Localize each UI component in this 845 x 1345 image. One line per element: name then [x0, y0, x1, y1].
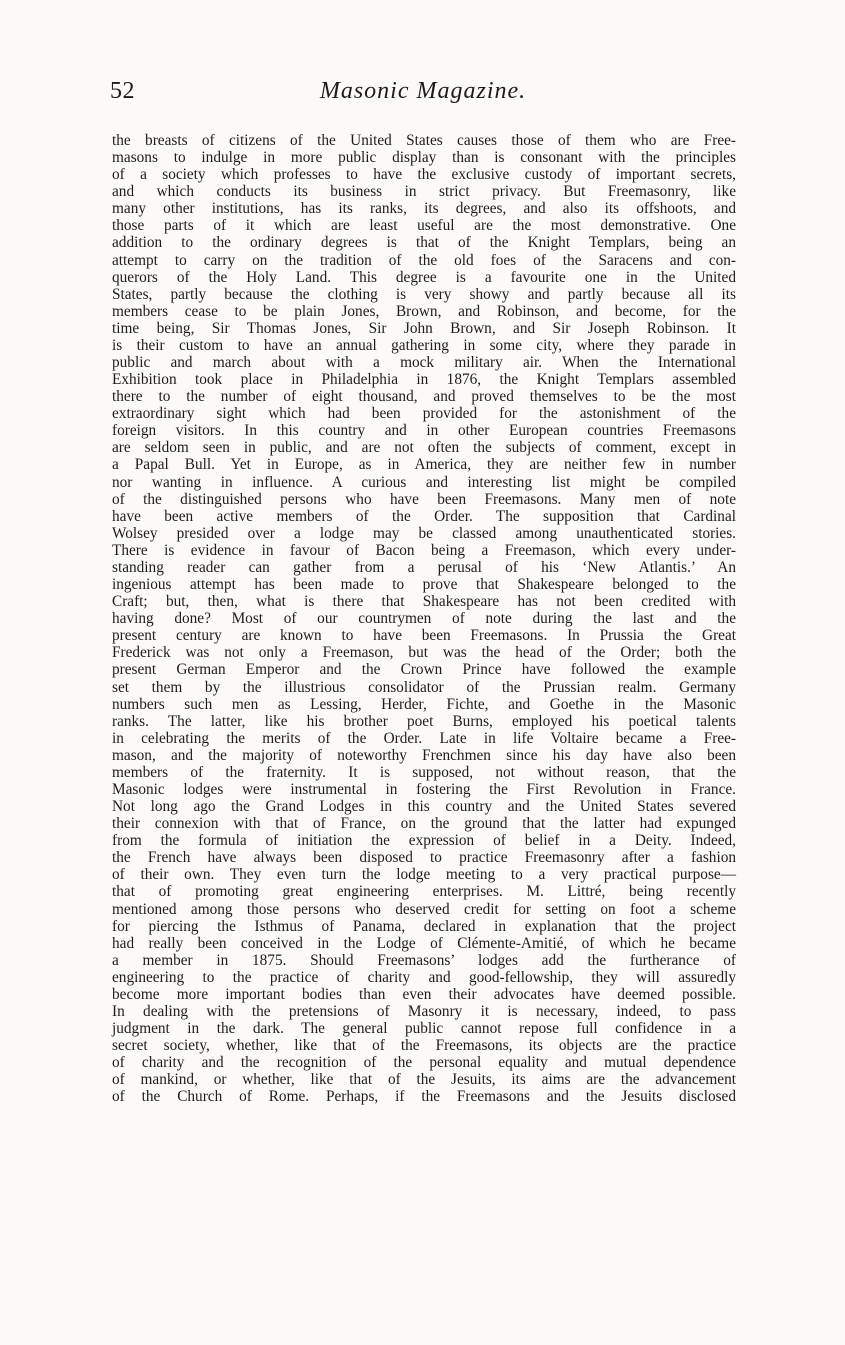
text-line: querors of the Holy Land. This degree is a favourite one in the United	[112, 268, 736, 286]
text-line: for piercing the Isthmus of Panama, declared in explanation that the project	[112, 917, 736, 935]
text-line: that of promoting great engineering enterprises. M. Littré, being recently	[112, 883, 736, 901]
text-line: present century are known to have been Freemasons. In Prussia the Great	[112, 627, 736, 645]
text-line: of mankind, or whether, like that of the Jesuits, its aims are the advancement	[112, 1071, 736, 1089]
text-line: standing reader can gather from a perusal of his ‘New Atlantis.’ An	[112, 558, 736, 576]
text-line: a Papal Bull. Yet in Europe, as in America, they are neither few in number	[112, 456, 736, 474]
text-line: the French have always been disposed to practice Freemasonry after a fashion	[112, 849, 736, 867]
text-line: had really been conceived in the Lodge of Clémente-Amitié, of which he became	[112, 934, 736, 952]
text-line: is their custom to have an annual gathering in some city, where they parade in	[112, 336, 736, 354]
text-line: become more important bodies than even their advocates have deemed possible.	[112, 985, 736, 1003]
running-head	[110, 76, 736, 116]
text-line: attempt to carry on the tradition of the old foes of the Saracens and con-	[112, 251, 736, 269]
page-number: 52	[110, 78, 135, 104]
text-line: there to the number of eight thousand, and proved themselves to be the most	[112, 388, 736, 406]
text-line: of the distinguished persons who have been Freemasons. Many men of note	[112, 490, 736, 508]
text-line: in celebrating the merits of the Order. Late in life Voltaire became a Free-	[112, 729, 736, 747]
text-line: mentioned among those persons who deserved credit for setting on foot a scheme	[112, 900, 736, 918]
text-line: the breasts of citizens of the United States causes those of them who are Free-	[112, 132, 736, 149]
text-line: Exhibition took place in Philadelphia in 1876, the Knight Templars assembled	[112, 371, 736, 389]
text-line: of a society which professes to have the exclusive custody of important secrets,	[112, 166, 736, 184]
text-line: masons to indulge in more public display than is consonant with the principles	[112, 149, 736, 167]
text-line: Wolsey presided over a lodge may be classed among unauthenticated stories.	[112, 524, 736, 542]
text-line: There is evidence in favour of Bacon being a Freemason, which every under-	[112, 541, 736, 559]
text-line: members cease to be plain Jones, Brown, and Robinson, and become, for the	[112, 302, 736, 320]
text-line: are seldom seen in public, and are not often the subjects of comment, except in	[112, 439, 736, 457]
text-line: Frederick was not only a Freemason, but was the head of the Order; both the	[112, 644, 736, 662]
text-line: present German Emperor and the Crown Prince have followed the example	[112, 661, 736, 679]
text-line: those parts of it which are least useful are the most demonstrative. One	[112, 217, 736, 235]
text-line: of the Church of Rome. Perhaps, if the Freemasons and the Jesuits disclosed	[112, 1088, 736, 1106]
text-line: their connexion with that of France, on the ground that the latter had expunged	[112, 815, 736, 833]
text-line: public and march about with a mock military air. When the International	[112, 354, 736, 372]
text-line: members of the fraternity. It is supposed, not without reason, that the	[112, 763, 736, 781]
running-title: Masonic Magazine.	[319, 78, 527, 104]
text-line: mason, and the majority of noteworthy Frenchmen since his day have also been	[112, 746, 736, 764]
text-line: judgment in the dark. The general public cannot repose full confidence in a	[112, 1020, 736, 1038]
text-line: a member in 1875. Should Freemasons’ lodges add the furtherance of	[112, 951, 736, 969]
text-line: engineering to the practice of charity and good-fellowship, they will assuredly	[112, 968, 736, 986]
text-line: addition to the ordinary degrees is that of the Knight Templars, being an	[112, 234, 736, 252]
text-line: have been active members of the Order. The supposition that Cardinal	[112, 507, 736, 525]
text-line: States, partly because the clothing is very showy and partly because all its	[112, 285, 736, 303]
text-line: and which conducts its business in strict privacy. But Freemasonry, like	[112, 183, 736, 201]
text-line: nor wanting in influence. A curious and interesting list might be compiled	[112, 473, 736, 491]
text-line: secret society, whether, like that of the Freemasons, its objects are the practice	[112, 1037, 736, 1055]
text-line: foreign visitors. In this country and in other European countries Freemasons	[112, 422, 736, 440]
text-line: of their own. They even turn the lodge meeting to a very practical purpose—	[112, 866, 736, 884]
text-line: having done? Most of our countrymen of note during the last and the	[112, 610, 736, 628]
text-line: from the formula of initiation the expression of belief in a Deity. Indeed,	[112, 832, 736, 850]
text-line: Masonic lodges were instrumental in fostering the First Revolution in France.	[112, 780, 736, 798]
text-line: of charity and the recognition of the personal equality and mutual dependence	[112, 1054, 736, 1072]
text-line: In dealing with the pretensions of Masonry it is necessary, indeed, to pass	[112, 1002, 736, 1020]
text-line: many other institutions, has its ranks, its degrees, and also its offshoots, and	[112, 200, 736, 218]
text-line: set them by the illustrious consolidator of the Prussian realm. Germany	[112, 678, 736, 696]
text-line: ranks. The latter, like his brother poet Burns, employed his poetical talents	[112, 712, 736, 730]
text-line: ingenious attempt has been made to prove that Shakespeare belonged to the	[112, 576, 736, 594]
article-body	[112, 132, 736, 1105]
text-line: extraordinary sight which had been provided for the astonishment of the	[112, 405, 736, 423]
text-line: Craft; but, then, what is there that Shakespeare has not been credited with	[112, 593, 736, 611]
text-line: time being, Sir Thomas Jones, Sir John Brown, and Sir Joseph Robinson. It	[112, 319, 736, 337]
text-line: Not long ago the Grand Lodges in this country and the United States severed	[112, 798, 736, 816]
text-line: numbers such men as Lessing, Herder, Fichte, and Goethe in the Masonic	[112, 695, 736, 713]
